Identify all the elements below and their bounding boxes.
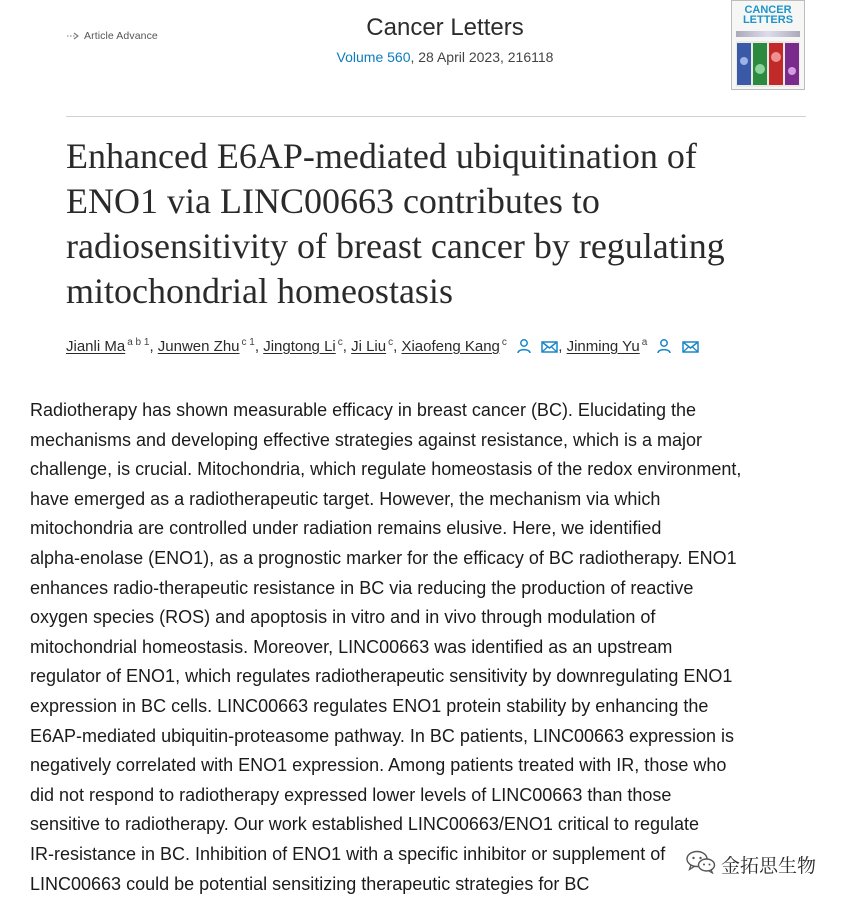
journal-header xyxy=(230,14,660,65)
volume-date-article: , 28 April 2023, 216118 xyxy=(410,49,554,65)
author-jinming-yu xyxy=(567,337,648,355)
author-affiliation[interactable]: a b 1 xyxy=(127,337,150,348)
author-separator: , xyxy=(149,338,154,355)
cover-artwork xyxy=(736,41,800,87)
author-affiliation[interactable]: c xyxy=(501,337,507,348)
abstract-line: oxygen species (ROS) and apoptosis in vitro and in vivo through modulation of xyxy=(30,607,656,628)
author-xiaofeng-kang xyxy=(401,337,506,355)
person-icon[interactable] xyxy=(656,338,672,358)
abstract-line: enhances radio-therapeutic resistance in BC via reducing the production of reactive xyxy=(30,577,694,598)
cover-title: CANCER LETTERS xyxy=(742,4,794,26)
author-separator: , xyxy=(342,338,347,355)
title-line: ENO1 via LINC00663 contributes to xyxy=(66,181,600,221)
author-name-link[interactable]: Jianli Ma xyxy=(66,338,126,355)
header-divider xyxy=(66,116,806,117)
journal-cover-thumbnail[interactable] xyxy=(731,0,805,90)
title-line: radiosensitivity of breast cancer by regulating xyxy=(66,226,725,266)
author-affiliation[interactable]: c xyxy=(388,337,394,348)
watermark-text: 金拓思生物 xyxy=(721,856,817,877)
journal-title-link[interactable]: Cancer Letters xyxy=(366,14,524,41)
cover-strip xyxy=(736,31,800,37)
envelope-icon[interactable] xyxy=(541,340,558,358)
article-advance-label xyxy=(66,30,158,42)
article-advance-text: Article Advance xyxy=(84,30,158,42)
author-separator: , xyxy=(393,338,398,355)
wechat-icon xyxy=(686,850,716,879)
title-line: Enhanced E6AP-mediated ubiquitination of xyxy=(66,136,697,176)
abstract-line: have emerged as a radiotherapeutic target. However, the mechanism via which xyxy=(30,488,661,509)
abstract-line: LINC00663 could be potential sensitizing therapeutic strategies for BC xyxy=(30,873,590,894)
author-name-link[interactable]: Junwen Zhu xyxy=(157,338,240,355)
abstract-line: IR-resistance in BC. Inhibition of ENO1 with a specific inhibitor or supplement of xyxy=(30,843,666,864)
abstract-line: regulator of ENO1, which regulates radiotherapeutic sensitivity by downregulating ENO1 xyxy=(30,666,733,687)
author-name-link[interactable]: Ji Liu xyxy=(351,338,387,355)
author-ji-liu xyxy=(351,337,393,355)
abstract-line: did not respond to radiotherapy expressed lower levels of LINC00663 than those xyxy=(30,784,672,805)
envelope-icon[interactable] xyxy=(682,340,699,358)
journal-volume-info xyxy=(230,49,660,65)
wechat-watermark xyxy=(682,848,820,881)
author-jianli-ma xyxy=(66,337,149,355)
author-separator: , xyxy=(558,338,563,355)
abstract-line: sensitive to radiotherapy. Our work established LINC00663/ENO1 critical to regulate xyxy=(30,814,699,835)
author-affiliation[interactable]: c xyxy=(337,337,343,348)
abstract-line: mechanisms and developing effective strategies against resistance, which is a major xyxy=(30,429,703,450)
volume-link[interactable]: Volume 560 xyxy=(336,49,411,65)
abstract-line: mitochondria are controlled under radiation remains elusive. Here, we identified xyxy=(30,518,662,539)
person-icon[interactable] xyxy=(516,338,532,358)
abstract-line: expression in BC cells. LINC00663 regulates ENO1 protein stability by enhancing the xyxy=(30,695,709,716)
title-line: mitochondrial homeostasis xyxy=(66,271,453,311)
author-name-link[interactable]: Xiaofeng Kang xyxy=(401,338,500,355)
author-separator: , xyxy=(254,338,260,355)
author-affiliation[interactable]: c 1 xyxy=(241,337,255,348)
abstract-line: negatively correlated with ENO1 expression. Among patients treated with IR, those who xyxy=(30,755,727,776)
author-name-link[interactable]: Jingtong Li xyxy=(263,338,336,355)
abstract-line: mitochondrial homeostasis. Moreover, LINC00663 was identified as an upstream xyxy=(30,636,673,657)
arrow-right-icon xyxy=(66,31,80,41)
abstract-line: E6AP-mediated ubiquitin-proteasome pathway. In BC patients, LINC00663 expression is xyxy=(30,725,735,746)
article-title xyxy=(66,134,826,314)
abstract-line: Radiotherapy has shown measurable efficacy in breast cancer (BC). Elucidating the xyxy=(30,400,697,420)
abstract-line: challenge, is crucial. Mitochondria, which regulate homeostasis of the redox environment, xyxy=(30,459,742,480)
abstract-text xyxy=(30,396,830,899)
author-jingtong-li xyxy=(263,337,343,355)
abstract-line: alpha-enolase (ENO1), as a prognostic marker for the efficacy of BC radiotherapy. ENO1 xyxy=(30,547,737,568)
author-list xyxy=(66,337,826,358)
author-name-link[interactable]: Jinming Yu xyxy=(566,338,640,355)
author-affiliation[interactable]: a xyxy=(641,337,648,348)
author-junwen-zhu xyxy=(158,337,255,355)
